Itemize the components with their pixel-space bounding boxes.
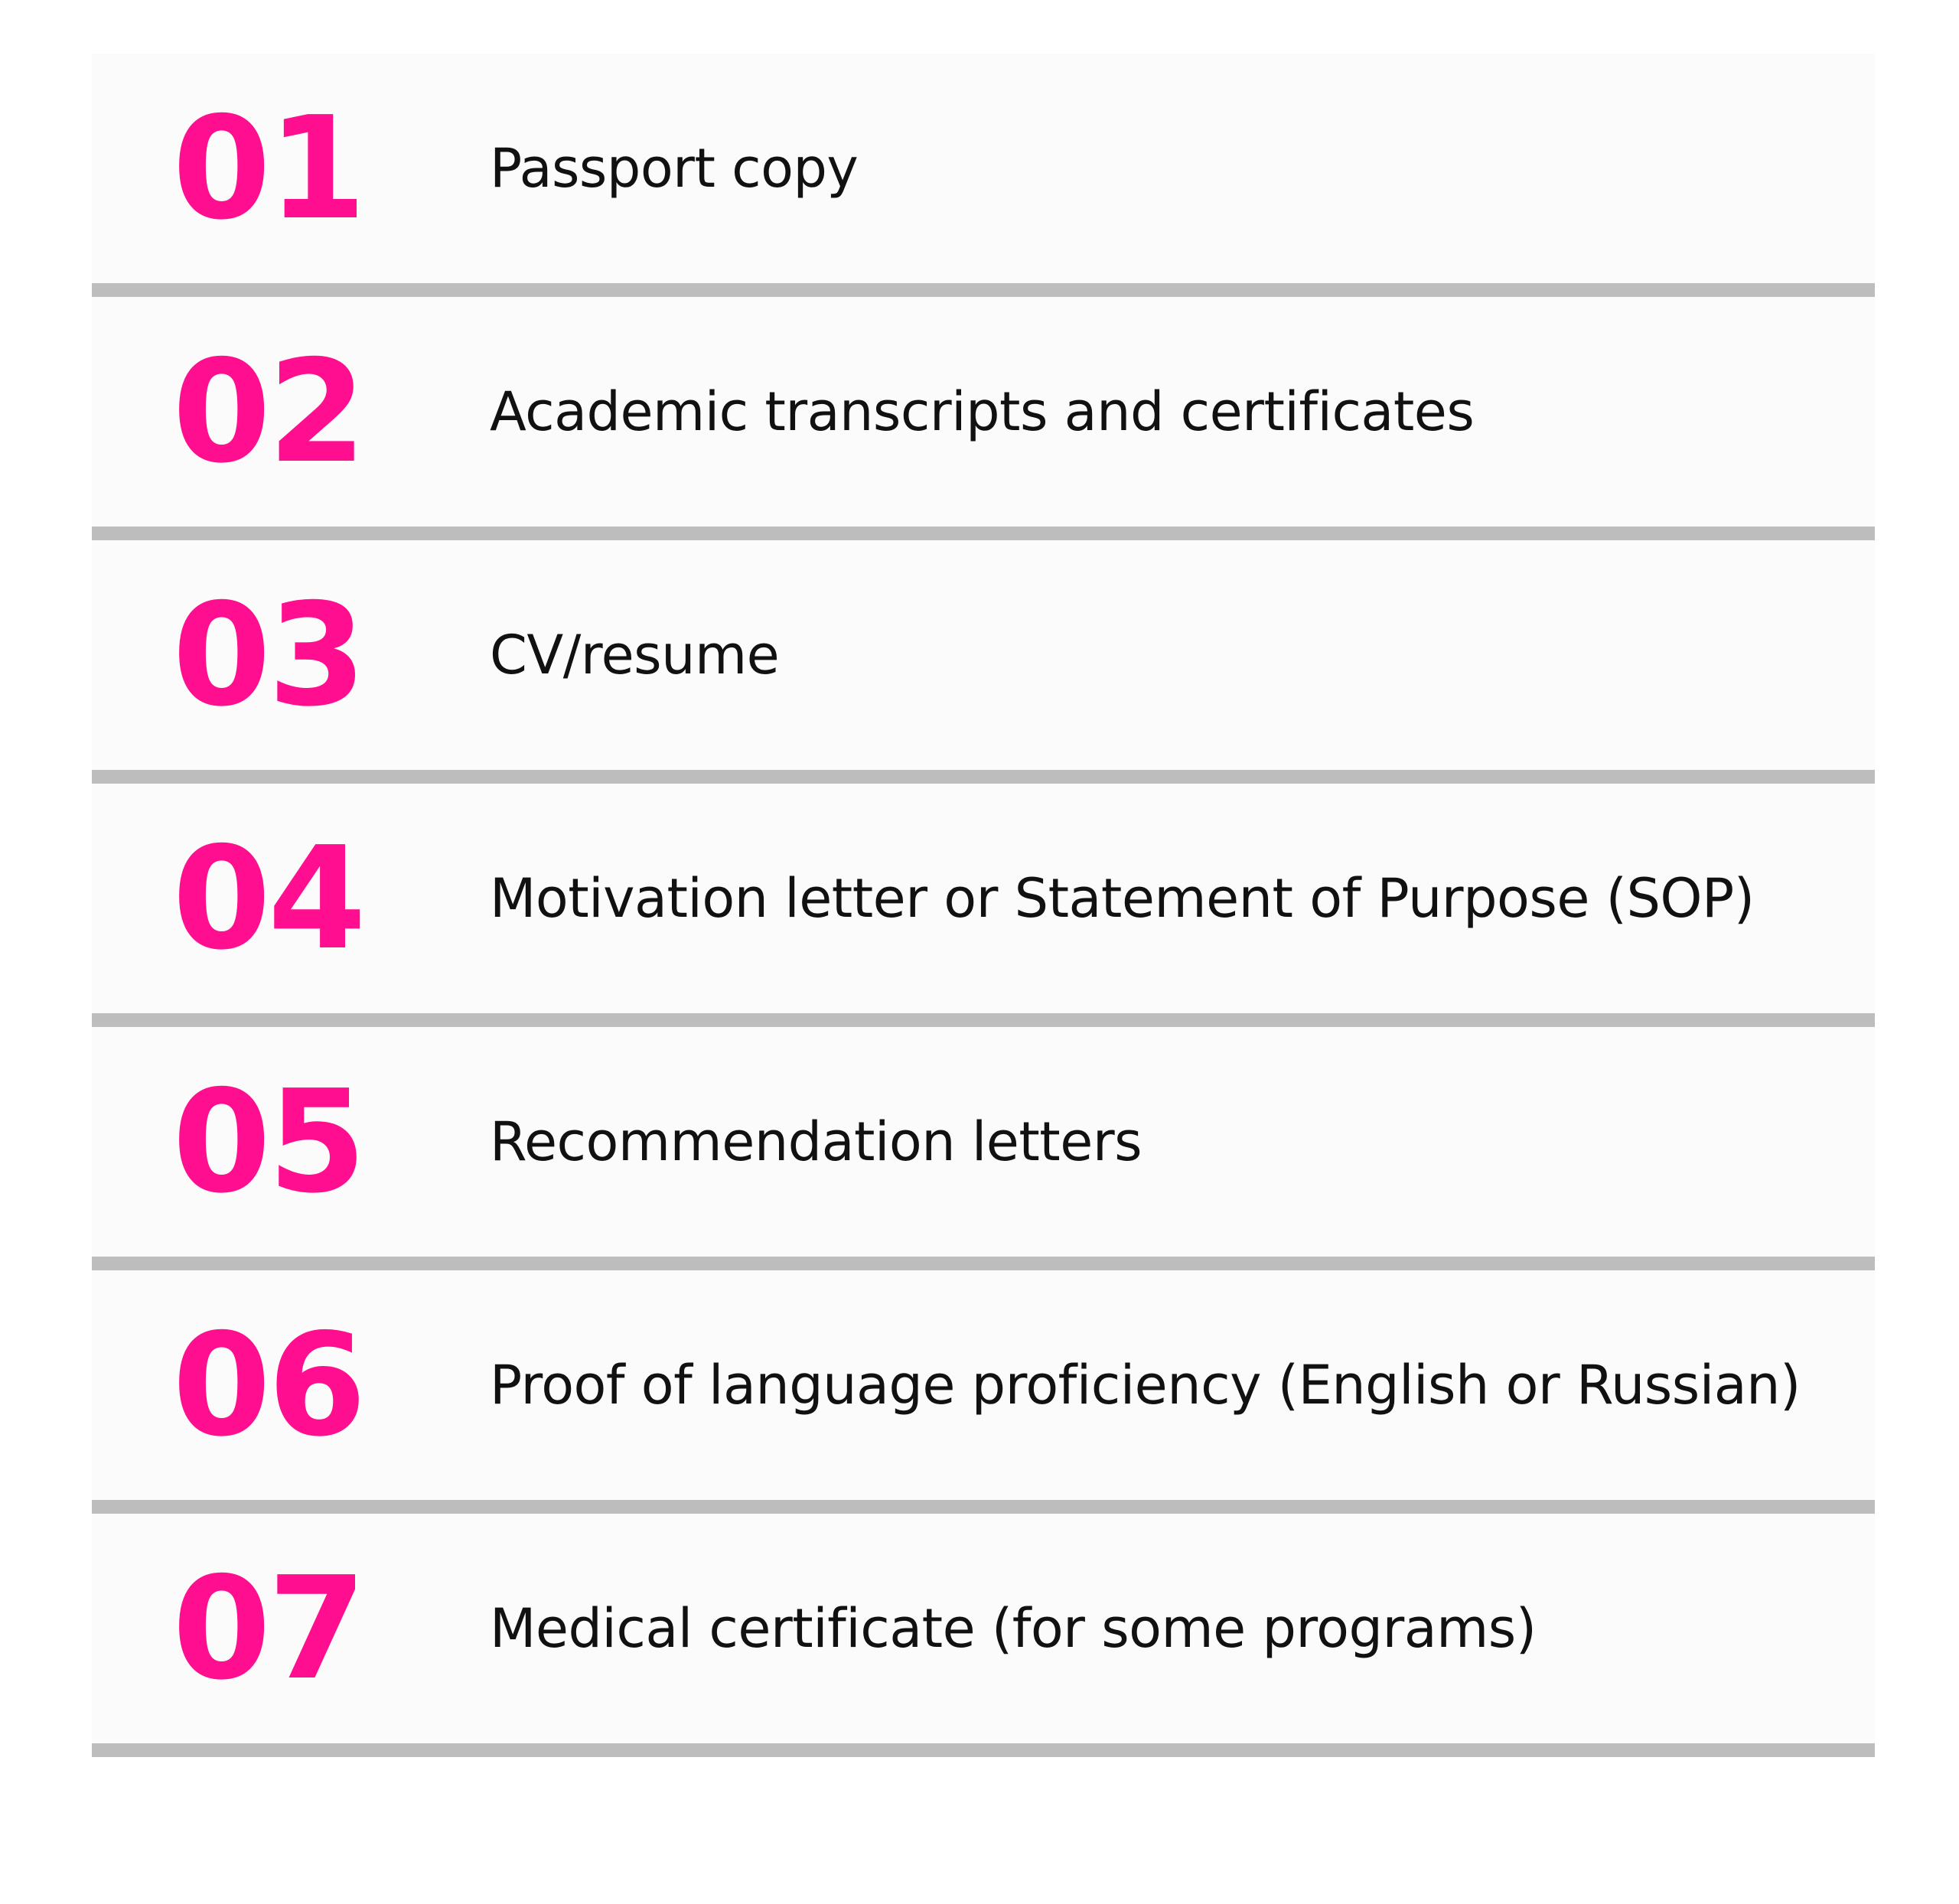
list-item <box>92 1027 1875 1270</box>
item-number: 03 <box>172 572 363 738</box>
list-item <box>92 1514 1875 1757</box>
item-number: 01 <box>172 85 363 251</box>
item-label: Passport copy <box>490 137 859 200</box>
item-label: CV/resume <box>490 624 780 686</box>
list-item <box>92 297 1875 540</box>
document-checklist <box>92 54 1875 1757</box>
list-item <box>92 1270 1875 1514</box>
list-item <box>92 54 1875 297</box>
list-item <box>92 784 1875 1027</box>
item-label: Proof of language proficiency (English or Russian) <box>490 1354 1801 1417</box>
item-number: 07 <box>172 1545 363 1711</box>
item-number: 05 <box>172 1058 363 1224</box>
item-label: Medical certificate (for some programs) <box>490 1597 1537 1660</box>
item-number: 06 <box>172 1302 363 1468</box>
item-number: 02 <box>172 328 363 494</box>
item-label: Academic transcripts and certificates <box>490 380 1475 443</box>
item-number: 04 <box>172 815 363 981</box>
item-label: Motivation letter or Statement of Purpose (SOP) <box>490 867 1755 930</box>
item-label: Recommendation letters <box>490 1110 1142 1173</box>
list-item <box>92 540 1875 784</box>
